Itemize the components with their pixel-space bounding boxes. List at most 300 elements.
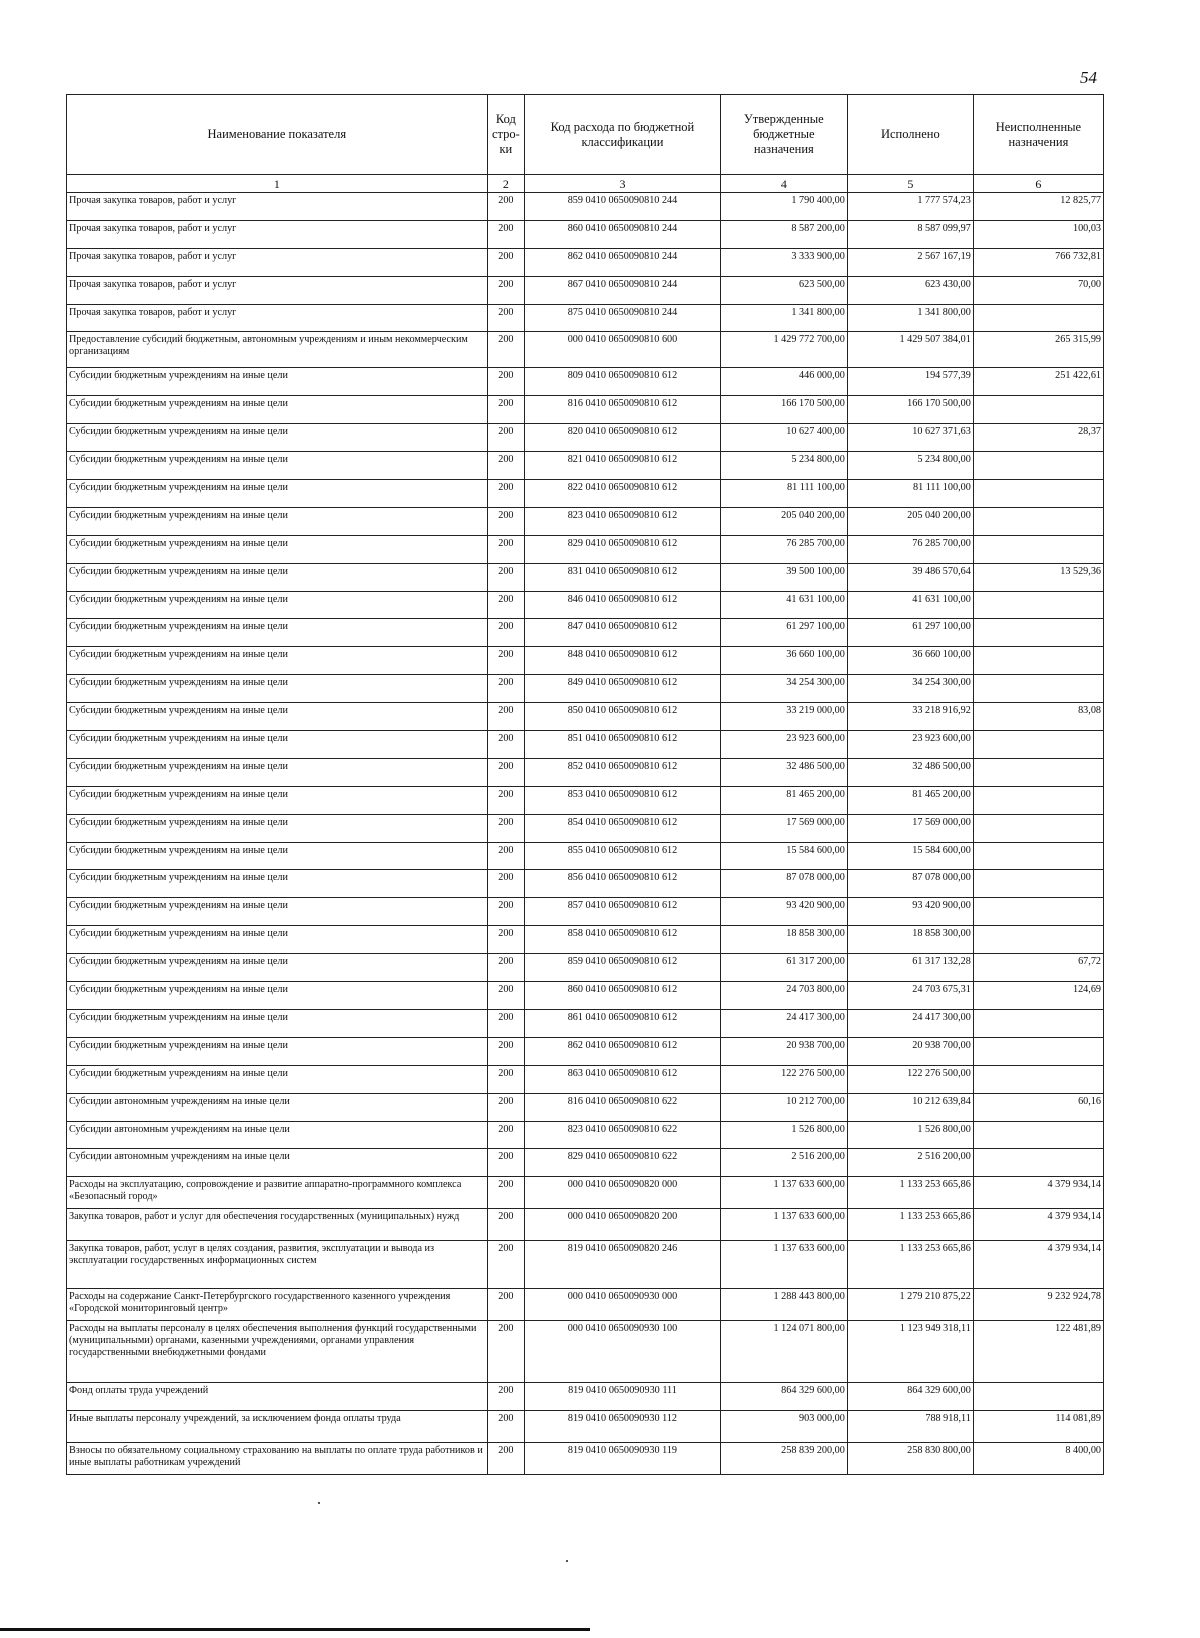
row-approved: 1 124 071 800,00 bbox=[720, 1321, 847, 1383]
row-approved: 23 923 600,00 bbox=[720, 731, 847, 759]
row-name: Субсидии бюджетным учреждениям на иные цели bbox=[67, 563, 488, 591]
row-line-code: 200 bbox=[487, 1037, 524, 1065]
row-executed: 205 040 200,00 bbox=[847, 507, 973, 535]
row-line-code: 200 bbox=[487, 926, 524, 954]
table-row bbox=[67, 898, 1104, 926]
row-name: Субсидии бюджетным учреждениям на иные цели bbox=[67, 982, 488, 1010]
column-number-row bbox=[67, 175, 1104, 193]
row-kbk: 847 0410 0650090810 612 bbox=[525, 619, 721, 647]
row-kbk: 849 0410 0650090810 612 bbox=[525, 675, 721, 703]
row-kbk: 000 0410 0650090810 600 bbox=[525, 332, 721, 368]
row-approved: 76 285 700,00 bbox=[720, 535, 847, 563]
row-unexecuted bbox=[973, 1149, 1103, 1177]
row-name: Субсидии бюджетным учреждениям на иные цели bbox=[67, 368, 488, 396]
row-executed: 93 420 900,00 bbox=[847, 898, 973, 926]
table-row bbox=[67, 396, 1104, 424]
row-name: Субсидии бюджетным учреждениям на иные цели bbox=[67, 926, 488, 954]
column-number: 5 bbox=[847, 175, 973, 193]
row-approved: 8 587 200,00 bbox=[720, 220, 847, 248]
row-name: Закупка товаров, работ и услуг для обеспечения государственных (муниципальных) нужд bbox=[67, 1209, 488, 1241]
row-executed: 61 297 100,00 bbox=[847, 619, 973, 647]
row-line-code: 200 bbox=[487, 1443, 524, 1475]
row-unexecuted bbox=[973, 1383, 1103, 1411]
row-line-code: 200 bbox=[487, 1093, 524, 1121]
column-number: 1 bbox=[67, 175, 488, 193]
row-approved: 258 839 200,00 bbox=[720, 1443, 847, 1475]
row-executed: 864 329 600,00 bbox=[847, 1383, 973, 1411]
row-kbk: 859 0410 0650090810 244 bbox=[525, 193, 721, 221]
row-kbk: 862 0410 0650090810 244 bbox=[525, 248, 721, 276]
row-unexecuted: 4 379 934,14 bbox=[973, 1177, 1103, 1209]
row-executed: 32 486 500,00 bbox=[847, 758, 973, 786]
row-unexecuted bbox=[973, 870, 1103, 898]
row-name: Субсидии бюджетным учреждениям на иные цели bbox=[67, 870, 488, 898]
row-name: Субсидии бюджетным учреждениям на иные цели bbox=[67, 1065, 488, 1093]
table-row bbox=[67, 1065, 1104, 1093]
row-name: Расходы на содержание Санкт-Петербургского государственного казенного учреждения «Городской мониторинговый центр» bbox=[67, 1289, 488, 1321]
row-unexecuted bbox=[973, 647, 1103, 675]
row-line-code: 200 bbox=[487, 647, 524, 675]
row-name: Субсидии бюджетным учреждениям на иные цели bbox=[67, 898, 488, 926]
row-unexecuted: 265 315,99 bbox=[973, 332, 1103, 368]
table-row bbox=[67, 954, 1104, 982]
row-executed: 36 660 100,00 bbox=[847, 647, 973, 675]
row-line-code: 200 bbox=[487, 368, 524, 396]
row-line-code: 200 bbox=[487, 982, 524, 1010]
row-approved: 20 938 700,00 bbox=[720, 1037, 847, 1065]
table-row bbox=[67, 535, 1104, 563]
row-kbk: 860 0410 0650090810 612 bbox=[525, 982, 721, 1010]
table-row bbox=[67, 332, 1104, 368]
row-approved: 1 790 400,00 bbox=[720, 193, 847, 221]
row-approved: 24 703 800,00 bbox=[720, 982, 847, 1010]
row-kbk: 000 0410 0650090930 100 bbox=[525, 1321, 721, 1383]
row-kbk: 858 0410 0650090810 612 bbox=[525, 926, 721, 954]
row-kbk: 822 0410 0650090810 612 bbox=[525, 480, 721, 508]
header-executed: Исполнено bbox=[847, 95, 973, 175]
row-name: Прочая закупка товаров, работ и услуг bbox=[67, 304, 488, 332]
row-line-code: 200 bbox=[487, 304, 524, 332]
row-kbk: 816 0410 0650090810 612 bbox=[525, 396, 721, 424]
row-name: Предоставление субсидий бюджетным, автономным учреждениям и иным некоммерческим организациям bbox=[67, 332, 488, 368]
table-row bbox=[67, 368, 1104, 396]
table-row bbox=[67, 507, 1104, 535]
row-kbk: 848 0410 0650090810 612 bbox=[525, 647, 721, 675]
row-approved: 864 329 600,00 bbox=[720, 1383, 847, 1411]
row-executed: 81 465 200,00 bbox=[847, 786, 973, 814]
row-unexecuted bbox=[973, 1009, 1103, 1037]
row-unexecuted bbox=[973, 452, 1103, 480]
row-approved: 1 429 772 700,00 bbox=[720, 332, 847, 368]
header-unexecuted: Неисполненные назначения bbox=[973, 95, 1103, 175]
row-unexecuted bbox=[973, 396, 1103, 424]
row-line-code: 200 bbox=[487, 1065, 524, 1093]
row-approved: 93 420 900,00 bbox=[720, 898, 847, 926]
row-unexecuted: 8 400,00 bbox=[973, 1443, 1103, 1475]
table-row bbox=[67, 758, 1104, 786]
row-executed: 34 254 300,00 bbox=[847, 675, 973, 703]
row-name: Фонд оплаты труда учреждений bbox=[67, 1383, 488, 1411]
row-approved: 2 516 200,00 bbox=[720, 1149, 847, 1177]
scan-edge-line bbox=[0, 1628, 590, 1631]
row-executed: 788 918,11 bbox=[847, 1411, 973, 1443]
table-row bbox=[67, 1121, 1104, 1149]
row-kbk: 863 0410 0650090810 612 bbox=[525, 1065, 721, 1093]
table-body bbox=[67, 193, 1104, 1475]
row-approved: 61 317 200,00 bbox=[720, 954, 847, 982]
row-approved: 166 170 500,00 bbox=[720, 396, 847, 424]
row-kbk: 829 0410 0650090810 622 bbox=[525, 1149, 721, 1177]
table-row bbox=[67, 220, 1104, 248]
row-name: Субсидии бюджетным учреждениям на иные цели bbox=[67, 452, 488, 480]
row-approved: 61 297 100,00 bbox=[720, 619, 847, 647]
row-executed: 194 577,39 bbox=[847, 368, 973, 396]
row-name: Субсидии бюджетным учреждениям на иные цели bbox=[67, 591, 488, 619]
row-line-code: 200 bbox=[487, 1009, 524, 1037]
row-unexecuted bbox=[973, 591, 1103, 619]
row-unexecuted: 70,00 bbox=[973, 276, 1103, 304]
row-name: Субсидии бюджетным учреждениям на иные цели bbox=[67, 424, 488, 452]
row-approved: 903 000,00 bbox=[720, 1411, 847, 1443]
row-line-code: 200 bbox=[487, 452, 524, 480]
row-approved: 32 486 500,00 bbox=[720, 758, 847, 786]
row-unexecuted bbox=[973, 1037, 1103, 1065]
row-executed: 81 111 100,00 bbox=[847, 480, 973, 508]
row-name: Субсидии бюджетным учреждениям на иные цели bbox=[67, 786, 488, 814]
row-executed: 8 587 099,97 bbox=[847, 220, 973, 248]
row-line-code: 200 bbox=[487, 1411, 524, 1443]
table-row bbox=[67, 1009, 1104, 1037]
header-kbk: Код расхода по бюджетной классификации bbox=[525, 95, 721, 175]
row-unexecuted: 83,08 bbox=[973, 703, 1103, 731]
row-kbk: 850 0410 0650090810 612 bbox=[525, 703, 721, 731]
row-approved: 36 660 100,00 bbox=[720, 647, 847, 675]
row-name: Иные выплаты персоналу учреждений, за исключением фонда оплаты труда bbox=[67, 1411, 488, 1443]
row-executed: 15 584 600,00 bbox=[847, 842, 973, 870]
row-executed: 18 858 300,00 bbox=[847, 926, 973, 954]
row-kbk: 859 0410 0650090810 612 bbox=[525, 954, 721, 982]
row-kbk: 819 0410 0650090930 119 bbox=[525, 1443, 721, 1475]
row-executed: 23 923 600,00 bbox=[847, 731, 973, 759]
row-line-code: 200 bbox=[487, 248, 524, 276]
row-unexecuted: 124,69 bbox=[973, 982, 1103, 1010]
row-unexecuted bbox=[973, 619, 1103, 647]
row-executed: 76 285 700,00 bbox=[847, 535, 973, 563]
table-row bbox=[67, 1209, 1104, 1241]
row-executed: 10 627 371,63 bbox=[847, 424, 973, 452]
row-kbk: 823 0410 0650090810 612 bbox=[525, 507, 721, 535]
row-name: Субсидии автономным учреждениям на иные цели bbox=[67, 1149, 488, 1177]
row-line-code: 200 bbox=[487, 954, 524, 982]
column-number: 3 bbox=[525, 175, 721, 193]
table-row bbox=[67, 1443, 1104, 1475]
table-row bbox=[67, 452, 1104, 480]
row-kbk: 820 0410 0650090810 612 bbox=[525, 424, 721, 452]
row-line-code: 200 bbox=[487, 1177, 524, 1209]
row-approved: 1 288 443 800,00 bbox=[720, 1289, 847, 1321]
table-row bbox=[67, 591, 1104, 619]
row-kbk: 861 0410 0650090810 612 bbox=[525, 1009, 721, 1037]
row-executed: 61 317 132,28 bbox=[847, 954, 973, 982]
row-name: Прочая закупка товаров, работ и услуг bbox=[67, 220, 488, 248]
row-approved: 17 569 000,00 bbox=[720, 814, 847, 842]
row-kbk: 816 0410 0650090810 622 bbox=[525, 1093, 721, 1121]
row-executed: 33 218 916,92 bbox=[847, 703, 973, 731]
row-executed: 1 526 800,00 bbox=[847, 1121, 973, 1149]
row-unexecuted bbox=[973, 926, 1103, 954]
row-approved: 1 137 633 600,00 bbox=[720, 1177, 847, 1209]
row-unexecuted bbox=[973, 758, 1103, 786]
row-approved: 33 219 000,00 bbox=[720, 703, 847, 731]
row-executed: 1 133 253 665,86 bbox=[847, 1177, 973, 1209]
row-name: Субсидии бюджетным учреждениям на иные цели bbox=[67, 507, 488, 535]
table-row bbox=[67, 248, 1104, 276]
row-kbk: 860 0410 0650090810 244 bbox=[525, 220, 721, 248]
row-unexecuted bbox=[973, 731, 1103, 759]
table-row bbox=[67, 703, 1104, 731]
table-row bbox=[67, 675, 1104, 703]
row-name: Прочая закупка товаров, работ и услуг bbox=[67, 248, 488, 276]
row-line-code: 200 bbox=[487, 1289, 524, 1321]
row-unexecuted: 122 481,89 bbox=[973, 1321, 1103, 1383]
row-executed: 20 938 700,00 bbox=[847, 1037, 973, 1065]
row-name: Прочая закупка товаров, работ и услуг bbox=[67, 276, 488, 304]
table-row bbox=[67, 480, 1104, 508]
row-name: Взносы по обязательному социальному страхованию на выплаты по оплате труда работников и иные выплаты работникам учреждений bbox=[67, 1443, 488, 1475]
row-executed: 24 417 300,00 bbox=[847, 1009, 973, 1037]
row-approved: 87 078 000,00 bbox=[720, 870, 847, 898]
row-approved: 1 137 633 600,00 bbox=[720, 1241, 847, 1289]
table-row bbox=[67, 1383, 1104, 1411]
row-unexecuted: 100,03 bbox=[973, 220, 1103, 248]
row-approved: 15 584 600,00 bbox=[720, 842, 847, 870]
row-executed: 1 279 210 875,22 bbox=[847, 1289, 973, 1321]
table-row bbox=[67, 1241, 1104, 1289]
row-line-code: 200 bbox=[487, 591, 524, 619]
row-executed: 1 133 253 665,86 bbox=[847, 1241, 973, 1289]
row-kbk: 875 0410 0650090810 244 bbox=[525, 304, 721, 332]
table-row bbox=[67, 814, 1104, 842]
row-approved: 39 500 100,00 bbox=[720, 563, 847, 591]
row-kbk: 851 0410 0650090810 612 bbox=[525, 731, 721, 759]
table-row bbox=[67, 619, 1104, 647]
row-line-code: 200 bbox=[487, 193, 524, 221]
row-name: Субсидии бюджетным учреждениям на иные цели bbox=[67, 954, 488, 982]
row-executed: 1 777 574,23 bbox=[847, 193, 973, 221]
row-kbk: 819 0410 0650090930 112 bbox=[525, 1411, 721, 1443]
row-line-code: 200 bbox=[487, 276, 524, 304]
budget-table bbox=[66, 94, 1104, 1475]
table-row bbox=[67, 1149, 1104, 1177]
row-unexecuted: 13 529,36 bbox=[973, 563, 1103, 591]
row-name: Расходы на выплаты персоналу в целях обеспечения выполнения функций государственными (муниципальными) органами, казенными учреждениями, органами управления государственными внебюджетными фондами bbox=[67, 1321, 488, 1383]
row-executed: 122 276 500,00 bbox=[847, 1065, 973, 1093]
row-executed: 1 123 949 318,11 bbox=[847, 1321, 973, 1383]
table-row bbox=[67, 563, 1104, 591]
table-row bbox=[67, 304, 1104, 332]
row-name: Субсидии бюджетным учреждениям на иные цели bbox=[67, 647, 488, 675]
row-line-code: 200 bbox=[487, 535, 524, 563]
row-kbk: 829 0410 0650090810 612 bbox=[525, 535, 721, 563]
row-approved: 10 627 400,00 bbox=[720, 424, 847, 452]
row-unexecuted: 60,16 bbox=[973, 1093, 1103, 1121]
table-row bbox=[67, 1093, 1104, 1121]
row-unexecuted bbox=[973, 304, 1103, 332]
row-approved: 18 858 300,00 bbox=[720, 926, 847, 954]
row-unexecuted bbox=[973, 535, 1103, 563]
row-line-code: 200 bbox=[487, 424, 524, 452]
row-executed: 258 830 800,00 bbox=[847, 1443, 973, 1475]
table-row bbox=[67, 1289, 1104, 1321]
row-unexecuted bbox=[973, 675, 1103, 703]
row-name: Субсидии бюджетным учреждениям на иные цели bbox=[67, 842, 488, 870]
row-unexecuted bbox=[973, 814, 1103, 842]
row-name: Закупка товаров, работ, услуг в целях создания, развития, эксплуатации и вывода из эксплуатации государственных информационных систем bbox=[67, 1241, 488, 1289]
row-line-code: 200 bbox=[487, 1121, 524, 1149]
row-name: Субсидии бюджетным учреждениям на иные цели bbox=[67, 535, 488, 563]
row-line-code: 200 bbox=[487, 396, 524, 424]
row-kbk: 854 0410 0650090810 612 bbox=[525, 814, 721, 842]
row-unexecuted: 9 232 924,78 bbox=[973, 1289, 1103, 1321]
row-kbk: 821 0410 0650090810 612 bbox=[525, 452, 721, 480]
header-name: Наименование показателя bbox=[67, 95, 488, 175]
row-line-code: 200 bbox=[487, 1383, 524, 1411]
row-unexecuted bbox=[973, 786, 1103, 814]
row-line-code: 200 bbox=[487, 480, 524, 508]
row-kbk: 000 0410 0650090820 200 bbox=[525, 1209, 721, 1241]
row-executed: 87 078 000,00 bbox=[847, 870, 973, 898]
row-kbk: 857 0410 0650090810 612 bbox=[525, 898, 721, 926]
row-executed: 24 703 675,31 bbox=[847, 982, 973, 1010]
header-line-code: Код стро-ки bbox=[487, 95, 524, 175]
row-unexecuted: 766 732,81 bbox=[973, 248, 1103, 276]
table-row bbox=[67, 424, 1104, 452]
row-executed: 5 234 800,00 bbox=[847, 452, 973, 480]
row-kbk: 831 0410 0650090810 612 bbox=[525, 563, 721, 591]
table-row bbox=[67, 731, 1104, 759]
column-number: 2 bbox=[487, 175, 524, 193]
row-line-code: 200 bbox=[487, 675, 524, 703]
row-line-code: 200 bbox=[487, 332, 524, 368]
row-approved: 3 333 900,00 bbox=[720, 248, 847, 276]
row-kbk: 867 0410 0650090810 244 bbox=[525, 276, 721, 304]
row-unexecuted bbox=[973, 1121, 1103, 1149]
row-line-code: 200 bbox=[487, 758, 524, 786]
row-name: Субсидии автономным учреждениям на иные цели bbox=[67, 1121, 488, 1149]
row-approved: 446 000,00 bbox=[720, 368, 847, 396]
row-name: Расходы на эксплуатацию, сопровождение и развитие аппаратно-программного комплекса «Безопасный город» bbox=[67, 1177, 488, 1209]
table-row bbox=[67, 647, 1104, 675]
row-unexecuted: 67,72 bbox=[973, 954, 1103, 982]
row-kbk: 823 0410 0650090810 622 bbox=[525, 1121, 721, 1149]
row-unexecuted bbox=[973, 480, 1103, 508]
row-executed: 2 516 200,00 bbox=[847, 1149, 973, 1177]
row-approved: 1 137 633 600,00 bbox=[720, 1209, 847, 1241]
row-executed: 1 133 253 665,86 bbox=[847, 1209, 973, 1241]
row-unexecuted bbox=[973, 842, 1103, 870]
row-executed: 39 486 570,64 bbox=[847, 563, 973, 591]
row-executed: 166 170 500,00 bbox=[847, 396, 973, 424]
row-line-code: 200 bbox=[487, 842, 524, 870]
row-kbk: 000 0410 0650090820 000 bbox=[525, 1177, 721, 1209]
row-approved: 5 234 800,00 bbox=[720, 452, 847, 480]
row-unexecuted: 28,37 bbox=[973, 424, 1103, 452]
row-line-code: 200 bbox=[487, 1149, 524, 1177]
row-executed: 1 429 507 384,01 bbox=[847, 332, 973, 368]
row-unexecuted bbox=[973, 507, 1103, 535]
table-row bbox=[67, 1321, 1104, 1383]
row-name: Субсидии бюджетным учреждениям на иные цели bbox=[67, 703, 488, 731]
row-line-code: 200 bbox=[487, 786, 524, 814]
table-row bbox=[67, 982, 1104, 1010]
table-row bbox=[67, 870, 1104, 898]
scan-speck bbox=[318, 1502, 320, 1504]
row-name: Субсидии бюджетным учреждениям на иные цели bbox=[67, 1009, 488, 1037]
row-line-code: 200 bbox=[487, 1321, 524, 1383]
row-name: Субсидии бюджетным учреждениям на иные цели bbox=[67, 1037, 488, 1065]
row-line-code: 200 bbox=[487, 619, 524, 647]
row-kbk: 855 0410 0650090810 612 bbox=[525, 842, 721, 870]
row-kbk: 000 0410 0650090930 000 bbox=[525, 1289, 721, 1321]
table-row bbox=[67, 193, 1104, 221]
row-approved: 205 040 200,00 bbox=[720, 507, 847, 535]
row-line-code: 200 bbox=[487, 1209, 524, 1241]
row-name: Субсидии бюджетным учреждениям на иные цели bbox=[67, 396, 488, 424]
row-unexecuted: 114 081,89 bbox=[973, 1411, 1103, 1443]
row-kbk: 862 0410 0650090810 612 bbox=[525, 1037, 721, 1065]
row-executed: 41 631 100,00 bbox=[847, 591, 973, 619]
row-name: Прочая закупка товаров, работ и услуг bbox=[67, 193, 488, 221]
table-row bbox=[67, 842, 1104, 870]
row-name: Субсидии бюджетным учреждениям на иные цели bbox=[67, 758, 488, 786]
row-line-code: 200 bbox=[487, 814, 524, 842]
row-name: Субсидии бюджетным учреждениям на иные цели bbox=[67, 814, 488, 842]
row-name: Субсидии бюджетным учреждениям на иные цели bbox=[67, 731, 488, 759]
row-line-code: 200 bbox=[487, 220, 524, 248]
row-executed: 10 212 639,84 bbox=[847, 1093, 973, 1121]
row-approved: 41 631 100,00 bbox=[720, 591, 847, 619]
row-line-code: 200 bbox=[487, 703, 524, 731]
row-line-code: 200 bbox=[487, 563, 524, 591]
row-unexecuted: 12 825,77 bbox=[973, 193, 1103, 221]
table-row bbox=[67, 926, 1104, 954]
row-approved: 81 111 100,00 bbox=[720, 480, 847, 508]
row-approved: 1 526 800,00 bbox=[720, 1121, 847, 1149]
row-name: Субсидии бюджетным учреждениям на иные цели bbox=[67, 480, 488, 508]
column-number: 4 bbox=[720, 175, 847, 193]
row-line-code: 200 bbox=[487, 507, 524, 535]
row-unexecuted bbox=[973, 1065, 1103, 1093]
row-executed: 17 569 000,00 bbox=[847, 814, 973, 842]
row-name: Субсидии бюджетным учреждениям на иные цели bbox=[67, 675, 488, 703]
row-unexecuted: 251 422,61 bbox=[973, 368, 1103, 396]
table-row bbox=[67, 1411, 1104, 1443]
scan-speck bbox=[566, 1560, 568, 1562]
row-unexecuted: 4 379 934,14 bbox=[973, 1241, 1103, 1289]
row-name: Субсидии бюджетным учреждениям на иные цели bbox=[67, 619, 488, 647]
row-executed: 1 341 800,00 bbox=[847, 304, 973, 332]
table-row bbox=[67, 1177, 1104, 1209]
row-kbk: 853 0410 0650090810 612 bbox=[525, 786, 721, 814]
row-kbk: 846 0410 0650090810 612 bbox=[525, 591, 721, 619]
row-name: Субсидии автономным учреждениям на иные цели bbox=[67, 1093, 488, 1121]
row-line-code: 200 bbox=[487, 898, 524, 926]
row-kbk: 809 0410 0650090810 612 bbox=[525, 368, 721, 396]
column-number: 6 bbox=[973, 175, 1103, 193]
table-row bbox=[67, 786, 1104, 814]
row-approved: 122 276 500,00 bbox=[720, 1065, 847, 1093]
row-line-code: 200 bbox=[487, 1241, 524, 1289]
